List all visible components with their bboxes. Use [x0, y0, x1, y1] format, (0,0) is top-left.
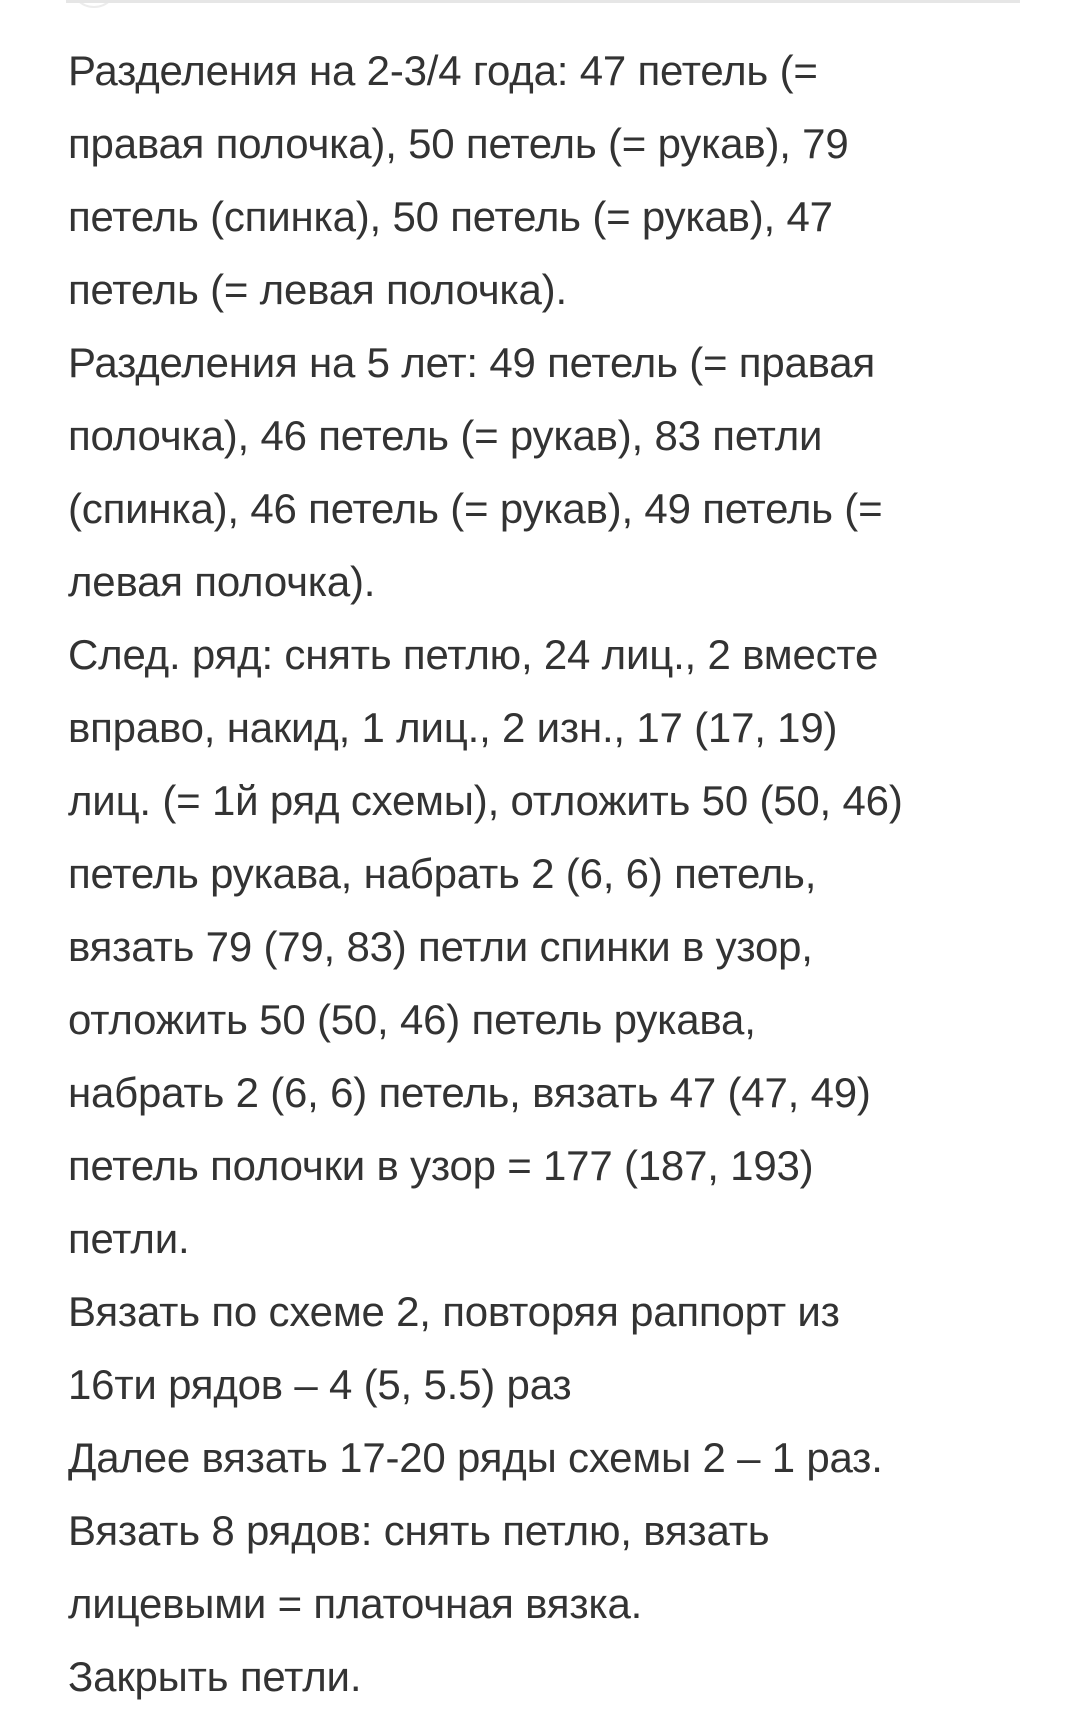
- text-line: Разделения на 2-3/4 года: 47 петель (=: [68, 47, 818, 94]
- paragraph-next-row: [68, 618, 1058, 1275]
- paragraph-division-2-4-years: [68, 34, 1058, 326]
- text-line: След. ряд: снять петлю, 24 лиц., 2 вместе: [68, 631, 879, 678]
- top-divider: [66, 0, 1020, 3]
- text-line: левая полочка).: [68, 558, 376, 605]
- paragraph-rows-17-20: [68, 1421, 1058, 1494]
- text-line: Разделения на 5 лет: 49 петель (= правая: [68, 339, 876, 386]
- paragraph-division-5-years: [68, 326, 1058, 618]
- text-line: петель полочки в узор = 177 (187, 193): [68, 1142, 814, 1189]
- text-line: петель (спинка), 50 петель (= рукав), 47: [68, 193, 833, 240]
- text-line: петель рукава, набрать 2 (6, 6) петель,: [68, 850, 817, 897]
- text-line: лиц. (= 1й ряд схемы), отложить 50 (50, 46): [68, 777, 903, 824]
- instructions-text: [68, 34, 1058, 1713]
- text-line: вязать 79 (79, 83) петли спинки в узор,: [68, 923, 813, 970]
- text-line: правая полочка), 50 петель (= рукав), 79: [68, 120, 849, 167]
- text-line: Вязать 8 рядов: снять петлю, вязать: [68, 1507, 770, 1554]
- text-line: 16ти рядов – 4 (5, 5.5) раз: [68, 1361, 572, 1408]
- text-line: петли.: [68, 1215, 190, 1262]
- text-line: вправо, накид, 1 лиц., 2 изн., 17 (17, 19): [68, 704, 838, 751]
- text-line: Вязать по схеме 2, повторяя раппорт из: [68, 1288, 840, 1335]
- text-line: (спинка), 46 петель (= рукав), 49 петель (=: [68, 485, 883, 532]
- text-line: Далее вязать 17-20 ряды схемы 2 – 1 раз.: [68, 1434, 883, 1481]
- text-line: набрать 2 (6, 6) петель, вязать 47 (47, 49): [68, 1069, 871, 1116]
- paragraph-bind-off: [68, 1640, 1058, 1713]
- text-line: полочка), 46 петель (= рукав), 83 петли: [68, 412, 823, 459]
- text-line: Закрыть петли.: [68, 1653, 362, 1700]
- text-line: отложить 50 (50, 46) петель рукава,: [68, 996, 756, 1043]
- text-line: лицевыми = платочная вязка.: [68, 1580, 643, 1627]
- paragraph-garter-stitch: [68, 1494, 1058, 1640]
- text-line: петель (= левая полочка).: [68, 266, 567, 313]
- paragraph-pattern-repeat: [68, 1275, 1058, 1421]
